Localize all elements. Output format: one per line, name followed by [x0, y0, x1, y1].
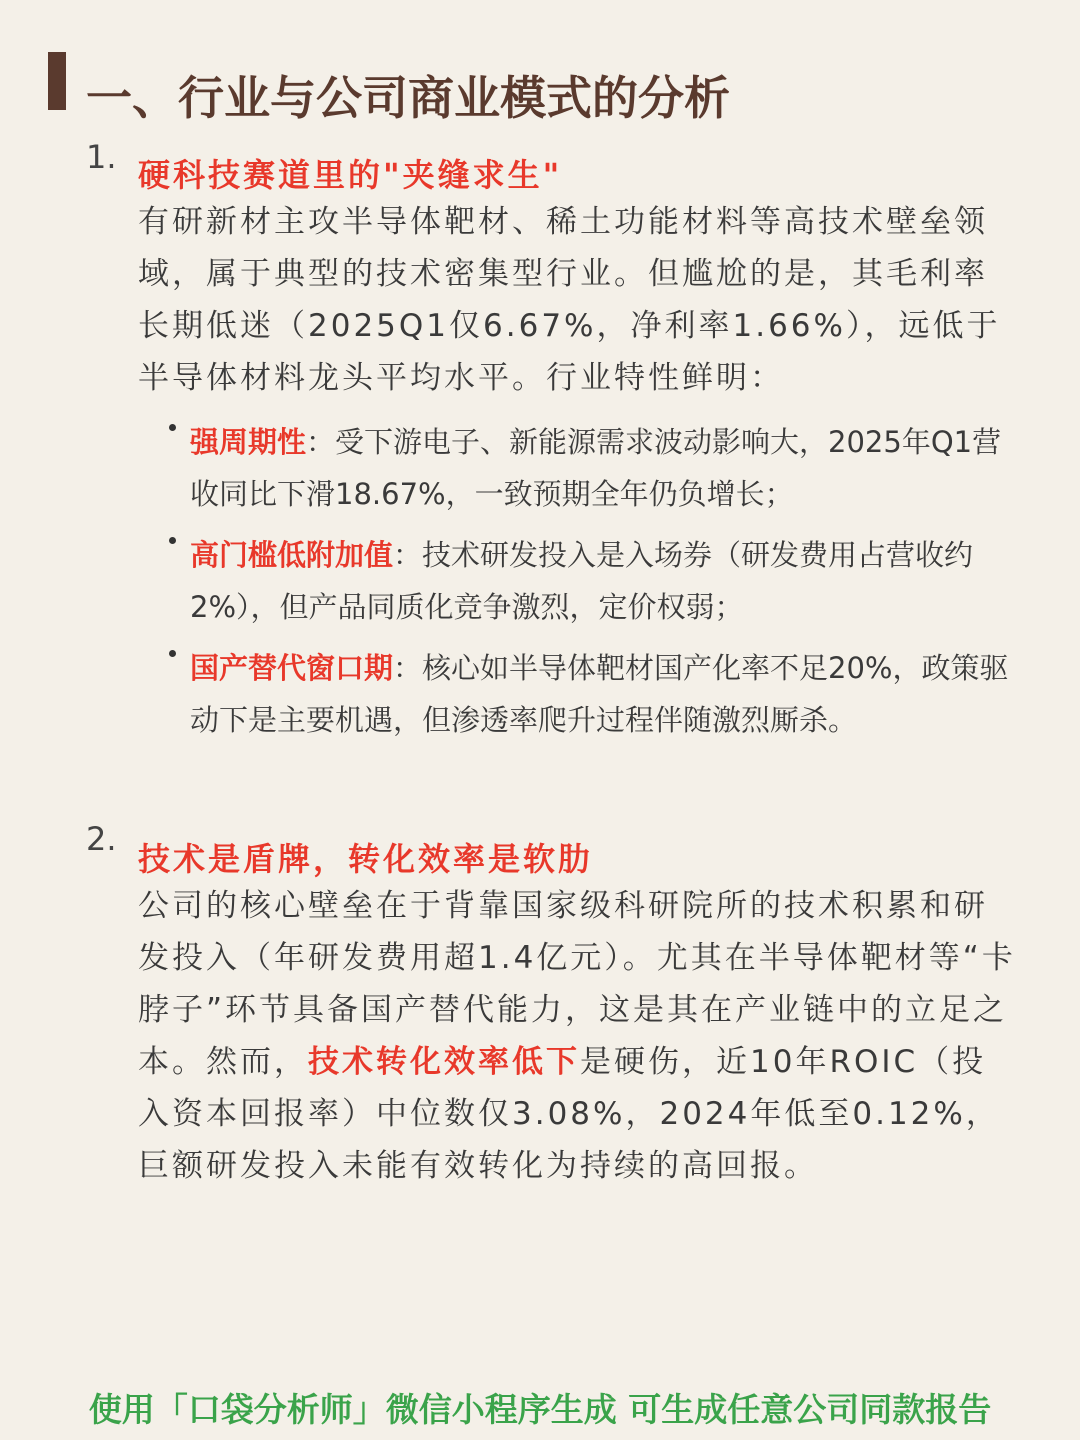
bullet-2-text: ：技术研发投入是入场券（研发费用占营收约2%），但产品同质化竞争激烈，定价权弱； [190, 538, 974, 624]
footer-promo-text: 使用「口袋分析师」微信小程序生成 可生成任意公司同款报告 [88, 1390, 992, 1429]
section-2-number: 2. [86, 820, 117, 858]
bullet-3-text: ：核心如半导体靶材国产化率不足20%，政策驱动下是主要机遇，但渗透率爬升过程伴随激烈厮杀。 [190, 651, 1009, 737]
section-1-number: 1. [86, 138, 117, 176]
bullet-1-key: 强周期性 [190, 425, 307, 459]
bullet-3-key: 国产替代窗口期 [190, 651, 394, 685]
section-2-highlight: 技术转化效率低下 [308, 1044, 580, 1080]
section-2-body [138, 880, 1018, 1192]
bullet-item-3 [190, 642, 1020, 746]
section-1-title: 硬科技赛道里的"夹缝求生" [138, 156, 563, 194]
section-2-body-pre: 公司的核心壁垒在于背靠国家级科研院所的技术积累和研发投入（年研发费用超1.4亿元）。尤其在半导体靶材等“卡脖子”环节具备国产替代能力，这是其在产业链中的立足之本。然而， [138, 888, 1016, 1080]
bullet-dot [169, 650, 176, 657]
bullet-dot [169, 537, 176, 544]
section-1-body: 有研新材主攻半导体靶材、稀土功能材料等高技术壁垒领域，属于典型的技术密集型行业。但尴尬的是，其毛利率长期低迷（2025Q1仅6.67%，净利率1.66%），远低于半导体材料龙头平均水平。行业特性鲜明： [138, 204, 1001, 396]
heading-accent-bar [48, 52, 66, 110]
bullet-item-1 [190, 416, 1020, 520]
bullet-dot [169, 424, 176, 431]
bullet-2-key: 高门槛低附加值 [190, 538, 394, 572]
page-heading: 一、行业与公司商业模式的分析 [86, 71, 730, 125]
section-2-title: 技术是盾牌，转化效率是软肋 [138, 840, 594, 878]
bullet-1-text: ：受下游电子、新能源需求波动影响大，2025年Q1营收同比下滑18.67%，一致预期全年仍负增长； [190, 425, 1002, 511]
section-2-body-post: 是硬伤，近10年ROIC（投入资本回报率）中位数仅3.08%，2024年低至0.12%，巨额研发投入未能有效转化为持续的高回报。 [138, 1044, 1000, 1184]
bullet-item-2 [190, 529, 1020, 633]
